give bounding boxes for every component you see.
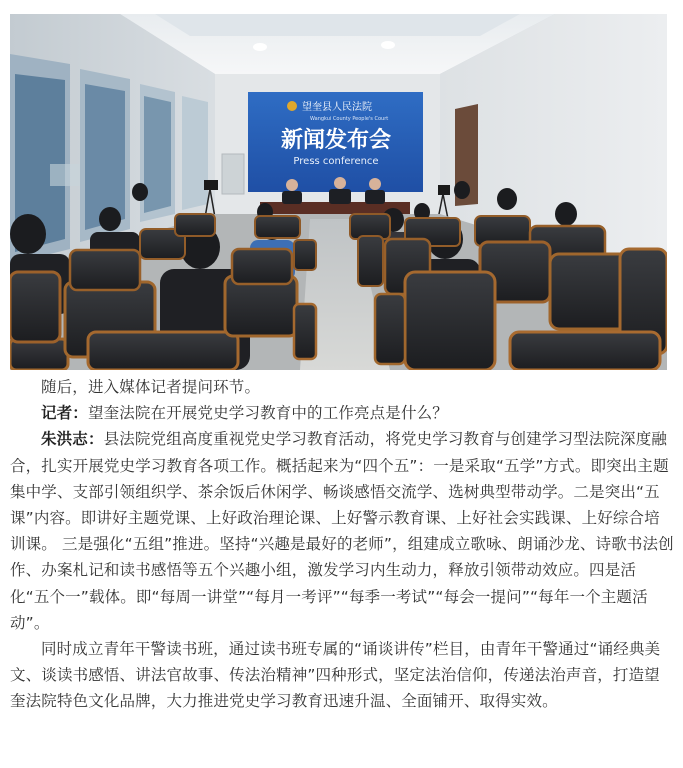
paragraph-text: 同时成立青年干警读书班，通过读书班专属的“诵谈讲传”栏目，由青年干警通过“诵经典美文、谈读书感悟、讲法官故事、传法治精神”四种形式，坚定法治信仰，传递法治声音，打造望奎法院特色文化品牌，大力推进党史学习教育迅速升温、全面铺开、取得实效。 bbox=[10, 640, 661, 711]
banner-court-name: 望奎县人民法院 bbox=[302, 102, 372, 113]
camera-icon bbox=[438, 185, 450, 195]
banner-subtitle: Press conference bbox=[293, 156, 379, 167]
paragraph-text: 望奎法院在开展党史学习教育中的工作亮点是什么？ bbox=[87, 404, 448, 423]
ceiling-light-icon bbox=[253, 43, 267, 51]
speaker-label-zhu-hongzhi: 朱洪志： bbox=[41, 430, 104, 449]
article-paragraph-2 bbox=[10, 400, 674, 426]
banner-court-name-en: Wangkui County People's Court bbox=[310, 116, 389, 122]
camera-icon bbox=[204, 180, 218, 190]
court-emblem-icon bbox=[287, 101, 297, 111]
article-paragraph-3 bbox=[10, 426, 674, 636]
ceiling-light-icon bbox=[381, 41, 395, 49]
article-body bbox=[10, 374, 674, 715]
article-paragraph-1 bbox=[10, 374, 674, 400]
press-conference-photo bbox=[10, 14, 667, 370]
article-paragraph-4 bbox=[10, 636, 674, 715]
paragraph-text: 县法院党组高度重视党史学习教育活动，将党史学习教育与创建学习型法院深度融合，扎实开展党史学习教育各项工作。概括起来为“四个五”：一是采取“五学”方式。即突出主题集中学、支部引领组织学、茶余饭后休闲学、畅谈感悟交流学、选树典型带动学。二是突出“五课”内容。即讲好主题党课、上好政治理论课、上好警示教育课、上好社会实践课、上好综合培训课。 三是强化“五组”推进。坚持“兴趣是最好的老师”，组建成立歌咏、朗诵沙龙、诗歌书法创作、办案札记和读书感悟等五个兴趣小组，激发学习内生动力，释放引领带动效应。四是活化“五个一”载体。即“每周一讲堂”“每月一考评”“每季一考试”“每会一提问”“每年一个主题活动”。 bbox=[10, 430, 674, 632]
speaker-label-reporter: 记者： bbox=[41, 404, 88, 423]
banner-title: 新闻发布会 bbox=[280, 128, 392, 153]
paragraph-text: 随后，进入媒体记者提问环节。 bbox=[41, 378, 261, 396]
